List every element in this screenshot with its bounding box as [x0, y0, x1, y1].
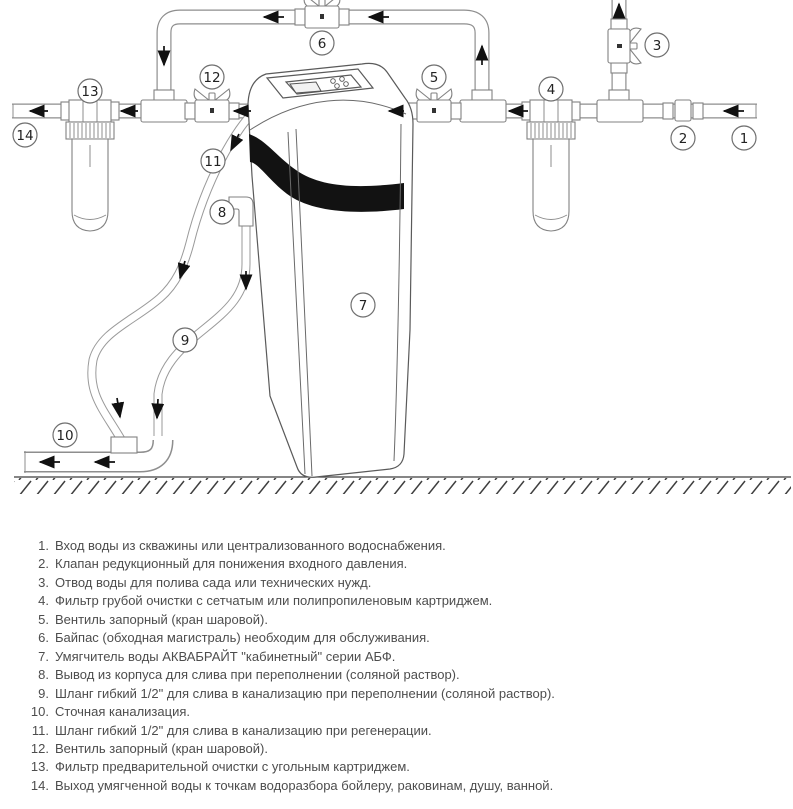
legend-item-text: Вывод из корпуса для слива при переполнении (соляной раствор).	[55, 667, 460, 683]
callout-11	[201, 149, 225, 173]
legend-item-text: Вход воды из скважины или централизованного водоснабжения.	[55, 538, 446, 553]
callout-13	[78, 79, 102, 103]
legend-item-number: 12.	[30, 740, 49, 756]
callout-14	[13, 123, 37, 147]
legend-item-text: Вентиль запорный (кран шаровой).	[55, 611, 268, 627]
legend-item-number: 14.	[30, 777, 49, 793]
legend-item-number: 6.	[38, 630, 49, 646]
svg-text:3: 3	[652, 37, 662, 54]
svg-text:5: 5	[429, 69, 439, 86]
svg-text:1: 1	[739, 130, 749, 147]
legend-item-number: 11.	[31, 722, 49, 738]
callout-5	[422, 65, 446, 89]
legend-item-12	[16, 740, 786, 758]
svg-text:14: 14	[16, 127, 34, 144]
svg-text:8: 8	[217, 204, 227, 221]
callout-10	[53, 423, 77, 447]
legend-item-text: Клапан редукционный для понижения входного давления.	[55, 556, 408, 572]
svg-text:12: 12	[203, 69, 221, 86]
tee-tap-riser	[597, 90, 643, 122]
legend-item-text: Байпас (обходная магистраль) необходим для обслуживания.	[55, 630, 430, 646]
legend-item-2	[16, 555, 786, 573]
svg-text:10: 10	[56, 427, 74, 444]
legend-item-text: Фильтр предварительной очистки с угольным картриджем.	[55, 759, 410, 775]
callout-8	[210, 200, 234, 224]
control-display	[290, 82, 321, 93]
legend-item-number: 2.	[38, 556, 49, 572]
legend-item-text: Сточная канализация.	[55, 704, 190, 720]
legend-item-number: 13.	[30, 759, 49, 775]
sewer-pipe-10	[24, 437, 163, 473]
sediment-filter-4	[522, 100, 580, 231]
svg-text:9: 9	[180, 332, 190, 349]
legend-item-text: Фильтр грубой очистки с сетчатым или полипропиленовым картриджем.	[55, 593, 493, 609]
legend-item-number: 5.	[38, 611, 49, 627]
legend-item-number: 7.	[38, 648, 49, 664]
legend-item-number: 8.	[38, 667, 49, 683]
tee-left-bypass	[141, 90, 187, 122]
legend-item-number: 1.	[38, 538, 49, 553]
legend-item-4	[16, 592, 786, 610]
legend-item-9	[16, 685, 786, 703]
legend-item-number: 10.	[30, 704, 49, 720]
ground-hatching	[14, 478, 791, 494]
shutoff-valve-5	[407, 89, 461, 122]
callout-1	[732, 126, 756, 150]
legend-item-text: Умягчитель воды АКВАБРАЙТ "кабинетный" серии АБФ.	[55, 648, 396, 664]
svg-text:7: 7	[358, 297, 368, 314]
callout-7	[351, 293, 375, 317]
svg-text:13: 13	[81, 83, 99, 100]
bypass-valve-6	[295, 0, 349, 28]
legend-item-8	[16, 666, 786, 684]
callout-12	[200, 65, 224, 89]
legend-item-13	[16, 758, 786, 776]
legend-item-number: 4.	[38, 593, 49, 609]
legend-item-5	[16, 611, 786, 629]
ground	[14, 477, 791, 494]
legend-item-6	[16, 629, 786, 647]
legend-item-1	[16, 537, 786, 555]
svg-text:4: 4	[546, 81, 556, 98]
callout-4	[539, 77, 563, 101]
legend-item-text: Шланг гибкий 1/2" для слива в канализацию при регенерации.	[55, 722, 432, 738]
legend-item-number: 9.	[38, 685, 49, 701]
carbon-prefilter-13	[61, 100, 119, 231]
legend-item-11	[16, 722, 786, 740]
legend-item-3	[16, 574, 786, 592]
callout-6	[310, 31, 334, 55]
tee-right-bypass	[460, 90, 506, 122]
pressure-reducer-2	[663, 100, 703, 121]
legend-item-14	[16, 777, 786, 795]
callout-2	[671, 126, 695, 150]
legend-item-10	[16, 703, 786, 721]
garden-tap-valve-3	[608, 19, 641, 73]
flow-arrow	[117, 398, 120, 417]
overflow-hose-9	[158, 226, 246, 436]
flow-arrow	[157, 399, 158, 418]
callout-3	[645, 33, 669, 57]
legend-item-text: Отвод воды для полива сада или технических нужд.	[55, 574, 372, 590]
legend-item-text: Шланг гибкий 1/2" для слива в канализацию при переполнении (соляной раствор).	[55, 685, 555, 701]
legend	[16, 537, 786, 795]
callout-9	[173, 328, 197, 352]
legend-item-7	[16, 648, 786, 666]
legend-item-text: Вентиль запорный (кран шаровой).	[55, 740, 268, 756]
legend-item-number: 3.	[38, 574, 49, 590]
legend-item-text: Выход умягченной воды к точкам водоразбора бойлеру, раковинам, душу, ванной.	[55, 777, 554, 793]
svg-text:11: 11	[204, 153, 222, 170]
softener-cabinet-7	[248, 63, 413, 477]
svg-text:6: 6	[317, 35, 327, 52]
regeneration-hose-11	[92, 112, 254, 441]
shutoff-valve-12	[185, 89, 239, 122]
svg-text:2: 2	[678, 130, 688, 147]
